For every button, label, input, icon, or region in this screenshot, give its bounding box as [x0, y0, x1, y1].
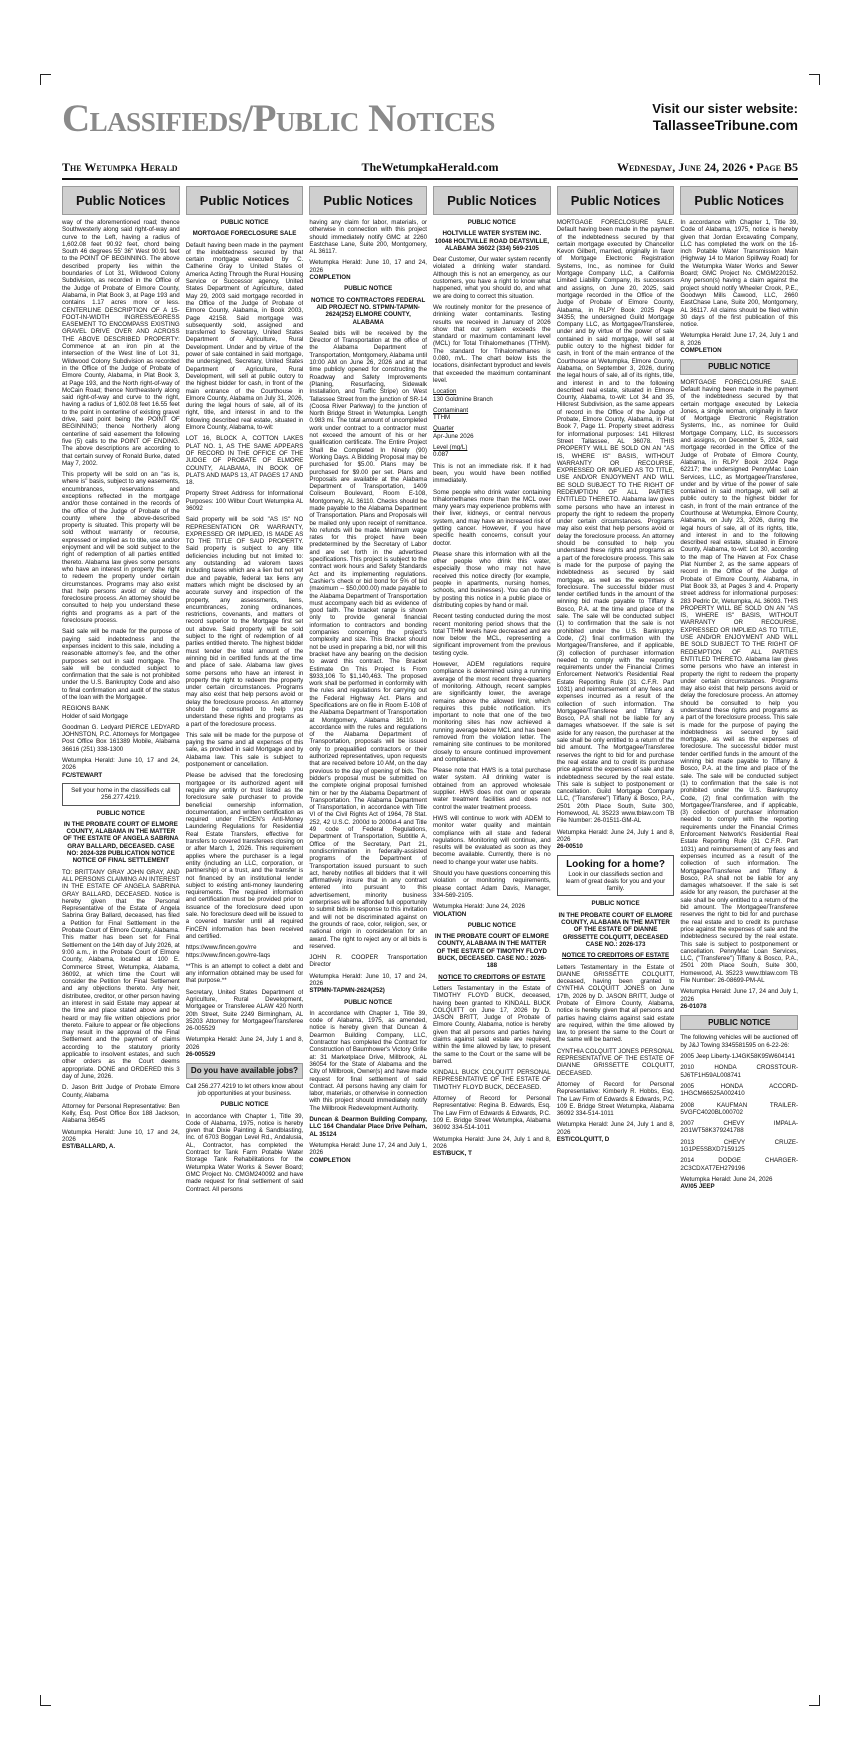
notice-text: This is not an immediate risk. If it had been, you would have been notified immediately. — [433, 462, 551, 485]
notice-heading: PUBLIC NOTICE — [220, 1101, 269, 1109]
notice-text: **This is an attempt to collect a debt and any information obtained may be used for that purpose.** — [185, 962, 304, 985]
publication-dates: Wetumpka Herald: June 10, 17 and 24, 2026 — [62, 757, 180, 772]
vehicle-list-item: 2005 Jeep Liberty-1J4GK58K95W604141 — [680, 1053, 795, 1061]
notice-id: 26-00510 — [556, 843, 583, 851]
publication-dates: Wetumpka Herald: June 10, 17 and 24, 2026 — [309, 972, 428, 987]
notice-text: Letters Testamentary in the Estate of TIMOTHY FLOYD BUCK, deceased, having been granted to KINDALL BUCK COLQUITT on June 17, 2026 by D. JASON BRITT, Judge of Probate of Elmore County, Alabama, notice is hereby given that all persons and parties having claims against said estate are required, within the time allowed by law, to present the same to the Court or the same will be barred. — [433, 984, 551, 1065]
attorney-block: Goodman G. Ledyard PIERCE LEDYARD JOHNSTON, P.C. Attorneys for Mortgagee Post Office Box 161389 Mobile, Alabama 36616 (251) 338-1300 — [62, 723, 180, 753]
notice-text: Default having been made in the payment of the indebtedness secured by that certain mortgage executed by C. Catherine Gray to United States of America Acting Through the Rural Housing Service or Successor agency, United States Department of Agriculture, dated May 29, 2003 said mortgage recorded in the Office of the Judge of Probate of Elmore County, Alabama, in Book 2003, Page 42158. Said mortgage was subsequently sold, assigned and transferred to Secretary, United States Department of Agriculture, Rural Development. Under and by virtue of the power of sale contained in said mortgage, the undersigned, Secretary, United States Department of Agriculture, Rural Development, will sell at public outcry to the highest bidder for cash, in front of the main entrance of the Courthouse in Elmore County, Alabama on July 31, 2026, during the legal hours of sale, all of its right, title, and interest in and to the following described real estate, situated in Elmore County, Alabama, to-wit: — [185, 241, 304, 432]
classified-ad-box — [62, 783, 180, 806]
contaminant-value: TTHM — [433, 414, 451, 422]
classified-ad-text: Sell your home in the classifieds call 256.277.4219. — [71, 786, 171, 802]
notice-id: EST/BALLARD, A. — [62, 1143, 116, 1151]
notice-id: STPMN-TAPMN-2624(252) — [309, 987, 385, 995]
column-heading: Public Notices — [557, 186, 675, 215]
notice-columns — [62, 186, 798, 1676]
crop-mark-bottom-left — [40, 1695, 51, 1706]
home-ad-title: Looking for a home? — [566, 858, 665, 870]
notice-title: IN THE PROBATE COURT OF ELMORE COUNTY, ALABAMA IN THE MATTER OF THE ESTATE OF DIANNE GRISSETTE COLQUITT, DECEASED CASE NO.: 2026-173 — [558, 911, 673, 948]
home-ad-text: Look in our classifieds section and learn of great deals for you and your family. — [565, 870, 666, 893]
notice-heading: PUBLIC NOTICE — [680, 359, 798, 374]
publication-dates: Wetumpka Herald: June 10, 17 and 24, 2026 — [309, 259, 428, 274]
jobs-ad-text: Call 256.277.4219 to let others know about job opportunities at your business. — [185, 1082, 304, 1097]
notice-text: This sale will be made for the purpose of paying the same and all expenses of this sale, as provided in said Mortgage and by Alabama law. This sale is subject to postponement or cancellation. — [185, 731, 304, 769]
notice-text: Should you have questions concerning this violation or monitoring requirements, please contact Adam Davis, Manager, 334-569-2105. — [433, 870, 551, 899]
quarter-label: Quarter — [433, 425, 454, 433]
notice-heading: PUBLIC NOTICE — [680, 1015, 798, 1030]
notice-id: COMPLETION — [680, 347, 722, 355]
vehicle-list-item: 2014 DODGE CHARGER-2C3CDXAT7EH279196 — [680, 1157, 799, 1172]
signature-block: JOHN R. COOPER Transportation Director — [309, 954, 428, 969]
signature-block: Duncan & Dearmon Building Company, LLC 164 Chandalar Place Drive Pelham, AL 35124 — [309, 1116, 428, 1138]
notice-id: 26-005529 — [185, 1051, 216, 1059]
column-5 — [557, 186, 675, 1676]
publication-dates: Wetumpka Herald: June 17, 24 and July 1, 2026 — [309, 1141, 428, 1157]
publication-dates: Wetumpka Herald: June 17, 24, July 1 and 8, 2026 — [680, 332, 799, 347]
notice-text: In accordance with Chapter 1, Title 39, Code of Alabama, 1975, notice is hereby given that Dixie Painting & Sandblasting, Inc. of 6703 Boggan Level Rd., Andalusia, AL, Contractor, has completed the Contract for Tank Farm Potable Water Storage Tank Rehabilitations for the Wetumpka Water Works & Sewer Board; GMC Project No. CMGM240092 and have made request for final settlement of said Contract. All persons — [185, 1112, 304, 1193]
notice-text: In accordance with Chapter 1, Title 39, code of Alabama, 1975, as amended, notice is hereby given that Duncan & Dearmon Building Company, LLC, Contractor has completed the Contract for Construction of Baumhower's Victory Grille at: 31 Marketplace Drive, Millbrook, AL 36054 for the State of Alabama and the City of Millbrook, Owner(s) and have made request for final settlement of said Contract. All persons having any claim for labor, materials, or otherwise in connection with this project should immediately notify The Millbrook Redevelopment Authority. — [309, 1009, 428, 1112]
column-heading: Public Notices — [62, 186, 180, 215]
notice-text: We routinely monitor for the presence of drinking water contaminants. Testing results we received in January of 2026 show that our system exceeds the standard or maximum contaminant level (MCL) for Total Trihalomethanes (TTHM). The standard for Trihalomethanes is 0.080, m/L. The chart below lists the locations, disinfectant byproduct and levels that exceeded the maximum contaminant level. — [433, 303, 551, 384]
notice-subtitle: NOTICE TO CREDITORS OF ESTATE — [561, 952, 670, 960]
sister-site-label: Visit our sister website: — [652, 101, 798, 116]
notice-id: EST/BUCK, T — [433, 1150, 472, 1158]
notice-id: 26-01078 — [680, 1002, 707, 1010]
column-3 — [309, 186, 427, 1676]
column-4 — [433, 186, 551, 1676]
header-rule — [62, 178, 798, 180]
publication-dates: Wetumpka Herald: June 24, July 1 and 8, 2026 — [433, 1135, 551, 1150]
notice-links[interactable]: https://www.fincen.gov/rre and https://www.fincen.gov/rre-faqs — [185, 944, 304, 959]
column-heading: Public Notices — [433, 186, 551, 215]
notice-text: Please be advised that the foreclosing mortgagee or its authorized agent will require any entity or trust listed as the foreclosure sale purchaser to provide beneficial ownership information, documentation, and written certification as required under FinCEN's Anti-Money Laundering Regulations for Residential Real Estate Transfers, effective for transfers to covered transferees closing on or after March 1, 2026. This requirement applies where the purchaser is a legal entity (including an LLC, corporation, or partnership) or a trust, and the transfer is not financed by an institutional lender subject to existing anti-money laundering requirements. The required information and certification must be provided prior to issuance of the foreclosure deed upon sale. No foreclosure deed will be issued to a covered transfer until all required FinCEN information has been received and certified. — [185, 772, 304, 940]
notice-text: The following vehicles will be auctioned off by J&J Towing 3345581595 on 6-22-26: — [680, 1034, 799, 1049]
column-6 — [680, 186, 798, 1676]
publication-dates: Wetumpka Herald: June 24, July 1 and 8, 2026 — [556, 1121, 675, 1136]
notice-title: NOTICE TO CONTRACTORS FEDERAL AID PROJECT NO. STPMN-TAPMN-2624(252) ELMORE COUNTY, ALABAMA — [311, 296, 426, 326]
sister-site-url[interactable]: TallasseeTribune.com — [652, 117, 798, 133]
quarter-value: Apr-June 2026 — [433, 432, 474, 440]
column-body — [557, 219, 675, 1143]
crop-mark-top-left — [40, 74, 51, 85]
notice-text: Sealed bids will be received by the Director of Transportation at the office of the Alabama Department of Transportation, Montgomery, Alabama until 10:00 AM on June 26, 2026 and at that time publicly opened for constructing the Roadway and Safety Improvements (Planing, Resurfacing, Sidewalk Installation, and Traffic Stripe) on West Tallassee Street from the junction of SR-14 (Coosa River Parkway) to the junction of North Bridge Street in Wetumpka. Length 0.983 mi. The total amount of uncompleted work under contract to a contractor must not exceed the amount of his or her qualification certificate. The Entire Project Shall Be Completed In Ninety (90) Working Days. A Bidding Proposal may be purchased for $5.00. Plans may be purchased for $9.00 per set. Plans and Proposals are available at the Alabama Department of Transportation, 1409 Coliseum Boulevard, Room E-108, Montgomery, AL 36110. Checks should be made payable to the Alabama Department of Transportation. Plans and Proposals will be mailed only upon receipt of remittance. No refunds will be made. Minimum wage rates for this project have been predetermined by the Secretary of Labor and are set forth in the advertised specifications. This project is subject to the contract work hours and Safety Standards Act and its implementing regulations. Cashier's check or bid bond for 5% of bid (maximum -- $50,000.00) made payable to the Alabama Department of Transportation must accompany each bid as evidence of good faith. The bracket range is shown only to provide general financial information to contractors and bonding companies concerning the project's complexity and size. This Bracket should not be used in preparing a bid, nor will this bracket have any bearing on the decision to award this contract. The Bracket Estimate On This Project Is From $933,106 To $1,140,463. The proposed work shall be performed in conformity with the rules and regulations for carrying out the Federal Highway Act. Plans and Specifications are on file in Room E-108 of the Alabama Department of Transportation at Montgomery, Alabama 36110. In accordance with the rules and regulations of the Alabama Department of Transportation, proposals will be issued only to prequalified contractors or their authorized representatives, upon requests that are received before 10 AM, on the day previous to the day of opening of bids. The bidder's proposal must be submitted on the complete original proposal furnished him or her by the Alabama Department of Transportation. The Alabama Department of Transportation, in accordance with Title VI of the Civil Rights Act of 1964, 78 Stat. 252, 42 U.S.C. 2000d to 2000d-4 and Title 49 code of Federal Regulations, Department of Transportation, Subtitle A, Office of the Secretary, Part 21, nondiscrimination in federally-assisted programs of the Department of Transportation issued pursuant to such act, hereby notifies all bidders that it will affirmatively insure that in any contract entered into pursuant to this advertisement, minority business enterprises will be afforded full opportunity to submit bids in response to this invitation and will not be discriminated against on the grounds of race, color, religion, sex, or national origin in consideration for an award. The right to reject any or all bids is reserved. — [309, 329, 428, 950]
location-label: Location — [433, 388, 457, 396]
jobs-ad-title: Do you have available jobs? — [186, 1063, 304, 1078]
notice-id: COMPLETION — [309, 274, 351, 282]
notice-text: having any claim for labor, materials, or otherwise in connection with this project should immediately notify GMC at 2260 Eastchase Lane, Suite 200, Montgomery, AL 36117. — [309, 219, 428, 256]
attorney-block: Attorney of Record for Personal Representative: Regina B. Edwards, Esq. The Law Firm of Edwards & Edwards, P.C. 109 E. Bridge Street Wetumpka, Alabama 36092 334-514-1011 — [433, 1095, 551, 1132]
notice-heading: PUBLIC NOTICE — [467, 921, 516, 929]
column-heading: Public Notices — [680, 186, 798, 215]
notice-title: HOLTVILLE WATER SYSTEM INC. 10048 HOLTVILLE ROAD DEATSVILLE, ALABAMA 36022 (334) 569-2105 — [434, 230, 549, 252]
publication-dates: Wetumpka Herald: June 17, 24 and July 1, 2026 — [680, 988, 799, 1003]
notice-text: way of the aforementioned road; thence Southwesterly along said right-of-way and curve to the Left, having a radius of 1,602.08 feet 90.92 feet, chord being South 46 degrees 55' 36" West 90.91 feet to the POINT OF BEGINNING. The above described property lies within the boundaries of Lot 31, Wildwood Colony Subdivision, as recorded in the Office of the Judge of Probate of Elmore County, Alabama, in Plat Book 3, at Page 193 and contains 1.17 acres more or less. CENTERLINE DESCRIPTION OF A 15-FOOT-IN-WIDTH INGRESS/EGRESS EASEMENT TO ENCOMPASS EXISTING GRAVEL DRIVE OVER AND ACROSS THE ABOVE DESCRIBED PROPERTY: Commence at an iron pin at the intersection of the West line of Lot 31, Wildwood Colony Subdivision as recorded in the Office of the Judge of Probate of Elmore County, Alabama, in Plat Book 3, at Page 193, and the North right-of-way of McCain Road; thence Northeasterly along said right-of-way and curve to the right, having a radius of 1,602.08 feet 16.55 feet to the point in centerline of existing gravel drive, said point being the POINT OF BEGINNING; thence Northerly along centerline of said easement the following five (5) calls to the POINT OF ENDING. The above descriptions are according to that certain survey of Ronald Burke, dated May 7, 2002. — [62, 219, 180, 467]
notice-text: However, ADEM regulations require compliance is determined using a running average of the most recent three-quarters of monitoring. Although, recent samples are significantly lower, the average remains above the allowed limit, which requires this public notification. It's important to note that one of the two monitoring sites has now achieved a running average below MCL and has been removed from the violation letter. The remaining site continues to be monitored closely to ensure continued improvement and compliance. — [433, 661, 551, 763]
masthead — [62, 96, 798, 154]
notice-text: Dear Customer, Our water system recently violated a drinking water standard. Although this is not an emergency, as our customers, you have a right to know what happened, what you should do, and what we are doing to correct this situation. — [433, 256, 551, 300]
notice-text: This property will be sold on an "as is, where is" basis, subject to any easements, encumbrances, reservations and exceptions reflected in the mortgage and/or those contained in the records of the office of the Judge of Probate of the county where the above-described property is situated. This property will be sold without warranty or recourse, expressed or implied as to title, use and/or enjoyment and will be sold subject to the right of redemption of all parties entitled thereto. Alabama law gives some persons who have an interest in property the right to redeem the property under certain circumstances. Programs may also exist that help persons avoid or delay the foreclosure process. An attorney should be consulted to help you understand these rights and programs as a part of the foreclosure process. — [62, 471, 180, 625]
notice-id: AV/05 JEEP — [680, 1183, 715, 1191]
notice-id: FC/STEWART — [62, 771, 103, 779]
notice-subtitle: NOTICE TO CREDITORS OF ESTATE — [438, 973, 546, 981]
notice-text: MORTGAGE FORECLOSURE SALE. Default having been made in the payment of the indebtedness secured by that certain mortgage executed by Lekecia Jones, a single woman, originally in favor of Mortgage Electronic Registration Systems, Inc., as nominee for Guild Mortgage Company, LLC, its successors and assigns, on December 5, 2024, said mortgage recorded in the Office of the Judge of Probate of Elmore County, Alabama, in RLPY Book 2024 Page 62217; the undersigned PennyMac Loan Services, LLC, as Mortgagee/Transferee, under and by virtue of the power of sale contained in said mortgage, will sell at public outcry to the highest bidder for cash, in front of the main entrance of the Courthouse at Wetumpka, Elmore County, Alabama, on July 23, 2026, during the legal hours of sale, all of its rights, title, and interest in and to the following described real estate, situated in Elmore County, Alabama, to-wit: Lot 30, according to the map of The Haven at Fox Chase Plat Number 2, as the same appears of record in the Office of the Judge of Probate of Elmore County, Alabama, in Plat Book 33, at Pages 3 and 4. Property street address for informational purposes: 283 Pedric Dr, Wetumpka, AL 36093. THIS PROPERTY WILL BE SOLD ON AN "AS IS, WHERE IS" BASIS, WITHOUT WARRANTY OR RECOURSE, EXPRESSED OR IMPLIED AS TO TITLE, USE AND/OR ENJOYMENT AND WILL BE SOLD SUBJECT TO THE RIGHT OF REDEMPTION OF ALL PARTIES ENTITLED THERETO. Alabama law gives some persons who have an interest in property the right to redeem the property under certain circumstances. Programs may also exist that help persons avoid or delay the foreclosure process. An attorney should be consulted to help you understand these rights and programs as a part of the foreclosure process. This sale is made for the purpose of paying the indebtedness as secured by said mortgage, as well as the expenses of foreclosure. The successful bidder must tender certified funds in the amount of the winning bid made payable to Tiffany & Bosco, P.A. at the time and place of the sale. The sale will be conducted subject (1) to confirmation that the sale is not prohibited under the U.S. Bankruptcy Code, (2) final confirmation with the Mortgagee/Transferee, and if applicable, (3) collection of purchaser information needed to comply with the reporting requirements under the Financial Crimes Enforcement Network's Residential Real Estate Reporting Rule (31 C.F.R. Part 1031) and reimbursement of any fees and expenses incurred as a result of the collection of such information. The Mortgagee/Transferee and Tiffany & Bosco, P.A shall not be liable for any damages whatsoever. If the sale is set aside for any reason, the purchaser at the sale shall be only entitled to a return of the bid amount. The Mortgagee/Transferee reserves the right to bid for and purchase the real estate and to credit its purchase price against the expenses of sale and the indebtedness secured by the real estate. This sale is subject to postponement or cancellation. PennyMac Loan Services, LLC, ("Transferee") Tiffany & Bosco, P.A., 2501 20th Place South, Suite 300, Homewood, AL 35223 www.tblaw.com TB File Number: 26-08699-PM-AL — [680, 378, 799, 984]
column-heading: Public Notices — [309, 186, 427, 215]
column-body — [309, 219, 427, 1164]
publication-dates: Wetumpka Herald: June 10, 17 and 24, 2026 — [62, 1128, 180, 1144]
column-1 — [62, 186, 180, 1676]
section-title: Classifieds/Public Notices — [62, 97, 495, 140]
vehicle-list-item: 2013 CHEVY CRUZE-1G1PE5SBXD7159125 — [680, 1138, 799, 1154]
vehicle-list-item: 2007 CHEVY IMPALA-2G1WT58K379241788 — [680, 1120, 799, 1135]
lender-name: REGIONS BANK — [62, 705, 110, 713]
notice-id: COMPLETION — [309, 1156, 351, 1164]
level-label: Level (mg/L) — [433, 444, 468, 452]
publication-dates: Wetumpka Herald: June 24, 2026 — [680, 1175, 773, 1183]
signature-block: Secretary, United States Department of Agriculture, Rural Development, Mortgagee or Transferee ALAW 420 North 20th Street, Suite 2249 Birmingham, AL 35203 Attorney for Mortgagee/Transferee 26-005529 — [185, 988, 304, 1033]
notice-text: Said sale will be made for the purpose of paying said indebtedness and the expenses incident to this sale, including a reasonable attorney's fee, and the other purposes set out in said mortgage. The sale will be conducted subject to confirmation that the sale is not prohibited under the U.S. Bankruptcy Code and also to final confirmation and audit of the status of the loan with the Mortgagee. — [62, 628, 180, 701]
sister-site-promo — [652, 100, 798, 134]
notice-text: MORTGAGE FORECLOSURE SALE. Default having been made in the payment of the indebtedness secured by that certain mortgage executed by Chancellor Kevon Gilbert, married, originally in favor of Mortgage Electronic Registration Systems, Inc., as nominee for Guild Mortgage Company LLC, a California Limited Liability Company, its successors and assigns, on June 20, 2025, said mortgage recorded in the Office of the Judge of Probate of Elmore County, Alabama, in RLPY Book 2025 Page 34355; the undersigned Guild Mortgage Company LLC, as Mortgagee/Transferee, under and by virtue of the power of sale contained in said mortgage, will sell at public outcry to the highest bidder for cash, in front of the main entrance of the Courthouse at Wetumpka, Elmore County, Alabama, on September 3, 2026, during the legal hours of sale, all of its rights, title, and interest in and to the following described real estate, situated in Elmore County, Alabama, to-wit: Lot 34 and 35, Hillcrest Subdivision, as the same appears of record in the Office of the Judge of Probate, Elmore County, Alabama, in Plat Book 7, Page 11. Property street address for informational purposes: 141 Hillcrest Street Tallassee, AL 36078. THIS PROPERTY WILL BE SOLD ON AN "AS IS, WHERE IS" BASIS, WITHOUT WARRANTY OR RECOURSE, EXPRESSED OR IMPLIED AS TO TITLE, USE AND/OR ENJOYMENT AND WILL BE SOLD SUBJECT TO THE RIGHT OF REDEMPTION OF ALL PARTIES ENTITLED THERETO. Alabama law gives some persons who have an interest in property the right to redeem the property under certain circumstances. Programs may also exist that help persons avoid or delay the foreclosure process. An attorney should be consulted to help you understand these rights and programs as a part of the foreclosure process. This sale is made for the purpose of paying the indebtedness as secured by said mortgage, as well as the expenses of foreclosure. The successful bidder must tender certified funds in the amount of the winning bid made payable to Tiffany & Bosco, P.A. at the time and place of the sale. The sale will be conducted subject (1) to confirmation that the sale is not prohibited under the U.S. Bankruptcy Code, (2) final confirmation with the Mortgagee/Transferee, and if applicable, (3) collection of purchaser information needed to comply with the reporting requirements under the Financial Crimes Enforcement Network's Residential Real Estate Reporting Rule (31 C.F.R. Part 1031) and reimbursement of any fees and expenses incurred as a result of the collection of such information. The Mortgagee/Transferee and Tiffany & Bosco, P.A shall not be liable for any damages whatsoever. If the sale is set aside for any reason, the purchaser at the sale shall be only entitled to a return of the bid amount. The Mortgagee/Transferee reserves the right to bid for and purchase the real estate and to credit its purchase price against the expenses of sale and the indebtedness secured by the real estate. This sale is subject to postponement or cancellation. Guild Mortgage Company LLC, ("Transferee") Tiffany & Bosco, P.A., 2501 20th Place South, Suite 300, Homewood, AL 35223 www.tblaw.com TB File Number: 26-01511-GM-AL — [556, 219, 675, 825]
holder-line: Holder of said Mortgage — [62, 712, 129, 720]
notice-text: TO: BRITTANY GRAY JOHN GRAY, AND ALL PERSONS CLAIMING AN INTEREST IN THE ESTATE OF ANGELA SABRINA GRAY BALLARD, DECEASED. Notice is hereby given that the Personal Representative of the Estate of Angela Sabrina Gray Ballard, deceased, has filed a Petition for Final Settlement in the Probate Court of Elmore County, Alabama. This matter has been set for Final Settlement on the 14th day of July 2026, at 9:00 a.m., in the Probate Court of Elmore County, Alabama, located at 100 E. Commerce Street, Wetumpka, Alabama, 36092, at which time the Court will consider the Petition for Final Settlement and any objections thereto. Any heir, distributee, creditor, or other person having an interest in said Estate may appear at the time and place stated above and be heard or may file written objections prior thereto. Failure to appear or file objections may result in the approval of the Final Settlement and the payment of claims according to the statutory priority applicable to insolvent estates, and such other orders as the Court deems appropriate. DONE and ORDERED this 3 day of June, 2026. — [62, 868, 180, 1080]
column-2 — [186, 186, 304, 1676]
dateline — [62, 160, 798, 176]
notice-title: IN THE PROBATE COURT OF ELMORE COUNTY, ALABAMA IN THE MATTER OF THE ESTATE OF ANGELA SABRINA GRAY BALLARD, DECEASED. CASE NO: 2024-328 PUBLICATION NOTICE NOTICE OF FINAL SETTLEMENT — [63, 820, 179, 865]
notice-text: Please share this information with all the other people who drink this water, especially those who may not have received this notice directly (for example, people in apartments, nursing homes, schools, and businesses). You can do this by posting this notice in a public place or distributing copies by hand or mail. — [433, 550, 551, 609]
column-body — [680, 219, 798, 1191]
notice-heading: PUBLIC NOTICE — [220, 219, 269, 226]
paper-name: The Wetumpka Herald — [62, 160, 178, 174]
notice-heading: PUBLIC NOTICE — [96, 809, 145, 817]
contaminant-label: Contaminant — [433, 406, 469, 414]
notice-title: IN THE PROBATE COURT OF ELMORE COUNTY, ALABAMA IN THE MATTER OF THE ESTATE OF TIMOTHY FLOYD BUCK, DECEASED. CASE NO.: 2026-188 — [434, 933, 549, 970]
notice-text: HWS will continue to work with ADEM to monitor water quality and maintain compliance with all state and federal regulations. Monitoring will continue, and results will be evaluated as soon as they become available. Currently, there is no need to change your water use habits. — [433, 814, 551, 866]
column-body — [186, 219, 304, 1193]
issue-date: Wednesday, June 24, 2026 • Page B5 — [616, 160, 798, 174]
vehicle-list-item: 2005 HONDA ACCORD-1HGCM66525A002410 — [680, 1082, 799, 1098]
notice-text: Said property will be sold "AS IS" NO REPRESENTATION OR WARRANTY, EXPRESSED OR IMPLIED, IS MADE AS TO THE TITLE OF SAID PROPERTY. Said property is subject to any title deficiencies including but not limited to: any outstanding ad valorem taxes including taxes which are a lien but not yet due and payable, federal tax liens any matters which might be disclosed by an accurate survey and inspection of the property, any assessments, liens, encumbrances, zoning ordinances, restrictions, covenants, and matters of record superior to the Mortgage first set out above. Said property will be sold subject to the right of redemption of all parties entitled thereto. The highest bidder must tender the total amount of the winning bid in certified funds at the time and place of sale. Alabama law gives some persons who have an interest in property the right to redeem the property under certain circumstances. Programs may also exist that help persons avoid or delay the foreclosure process. An attorney should be consulted to help you understand these rights and programs as a part of the foreclosure process. — [185, 516, 304, 728]
notice-text: Property Street Address for Informational Purposes: 100 Wilbur Court Wetumpka AL 36092 — [185, 490, 304, 512]
notice-heading: PUBLIC NOTICE — [344, 285, 393, 293]
notice-heading: PUBLIC NOTICE — [591, 900, 640, 908]
paper-website[interactable]: TheWetumpkaHerald.com — [361, 160, 499, 174]
attorney-block: Attorney for Personal Representative: Ben Kelly, Esq. Post Office Box 188 Jackson, Alabama 36545 — [62, 1102, 180, 1125]
attorney-block: Attorney of Record for Personal Representative: Kimberly R. Hobbs, Esq. The Law Firm of Edwards & Edwards, P.C. 109 E. Bridge Street Wetumpka, Alabama 36092 334-514-1011 — [556, 1080, 675, 1118]
crop-mark-bottom-right — [809, 1695, 820, 1706]
crop-mark-top-right — [809, 74, 820, 85]
notice-id: EST/COLQUITT, D — [556, 1136, 610, 1144]
notice-title: MORTGAGE FORECLOSURE SALE — [192, 230, 297, 238]
vehicle-list-item: 2010 HONDA CROSSTOUR-5J6TF1H59AL008741 — [680, 1064, 799, 1079]
notice-text: LOT 16, BLOCK A, COTTON LAKES PLAT NO. 1, AS THE SAME APPEARS OF RECORD IN THE OFFICE OF THE JUDGE OF PROBATE OF ELMORE COUNTY, ALABAMA, IN BOOK OF PLATS AND MAPS 13, AT PAGES 17 AND 18. — [185, 435, 304, 487]
location-value: 130 Goldmine Branch — [433, 395, 493, 403]
publication-dates: Wetumpka Herald: June 24, 2026 — [433, 903, 526, 911]
publication-dates: Wetumpka Herald: June 24, July 1 and 8, 2026 — [185, 1036, 304, 1051]
level-value: 0.087 — [433, 451, 449, 459]
column-body — [62, 219, 180, 1151]
notice-text: In accordance with Chapter 1, Title 39, Code of Alabama, 1975, notice is hereby given that Jordan Excavating Company, LLC has completed the work on the 16-inch Potable Water Transmission Main (Highway 14 to Marion Spillway Road) for the Wetumpka Water Works and Sewer Board; GMC Project No. CMGM220152. Any person(s) having a claim against the project should notify Wheeler Crook, P.E., Goodwyn Mills Cawood, LLC, 2660 EastChase Lane, Suite 200, Montgomery, AL 36117. All claims should be filed within 30 days of the first publication of this notice. — [680, 219, 799, 329]
representative-block: KINDALL BUCK COLQUITT PERSONAL REPRESENTATIVE OF THE ESTATE OF TIMOTHY FLOYD BUCK, DECEASED. — [433, 1069, 551, 1091]
representative-block: CYNTHIA COLQUITT JONES PERSONAL REPRESENTATIVE OF THE ESTATE OF DIANNE GRISSETTE COLQUITT, DECEASED. — [556, 1047, 675, 1077]
home-ad-box — [557, 855, 675, 897]
column-heading: Public Notices — [186, 186, 304, 215]
column-body — [433, 219, 551, 1157]
publication-dates: Wetumpka Herald: June 24, July 1 and 8, 2026 — [556, 828, 675, 843]
notice-heading: PUBLIC NOTICE — [344, 998, 393, 1006]
vehicle-list-item: 2008 KAUFMAN TRAILER-5VGFC4020BL000702 — [680, 1101, 799, 1116]
notice-text: Some people who drink water containing trihalomethanes more than the MCL over many years may experience problems with their liver, kidneys, or central nervous system, and may have an increased risk of getting cancer. However, if you have specific health concerns, consult your doctor. — [433, 488, 551, 547]
notice-text: Please note that HWS is a total purchase water system. All drinking water is obtained from an approved wholesale supplier. HWS does not own or operate water treatment facilities and does not control the water treatment process. — [433, 767, 551, 811]
notice-text: Recent testing conducted during the most recent monitoring period shows that the total TTHM levels have decreased and are now below the MCL, representing a significant improvement from the previous testing cycle. — [433, 613, 551, 657]
notice-text: Letters Testamentary in the Estate of DIANNE GRISSETTE COLQUITT, deceased, having been granted to CYNTHIA COLQUITT JONES on June 17th, 2026 by D. JASON BRITT, Judge of Probate of Elmore County, Alabama, notice is hereby given that all persons and parties having claims against said estate are required, within the time allowed by law, to present the same to the Court or the same will be barred. — [556, 963, 675, 1044]
notice-id: VIOLATION — [433, 910, 467, 918]
signature-block: D. Jason Britt Judge of Probate Elmore County, Alabama — [62, 1084, 180, 1099]
notice-heading: PUBLIC NOTICE — [467, 219, 516, 226]
